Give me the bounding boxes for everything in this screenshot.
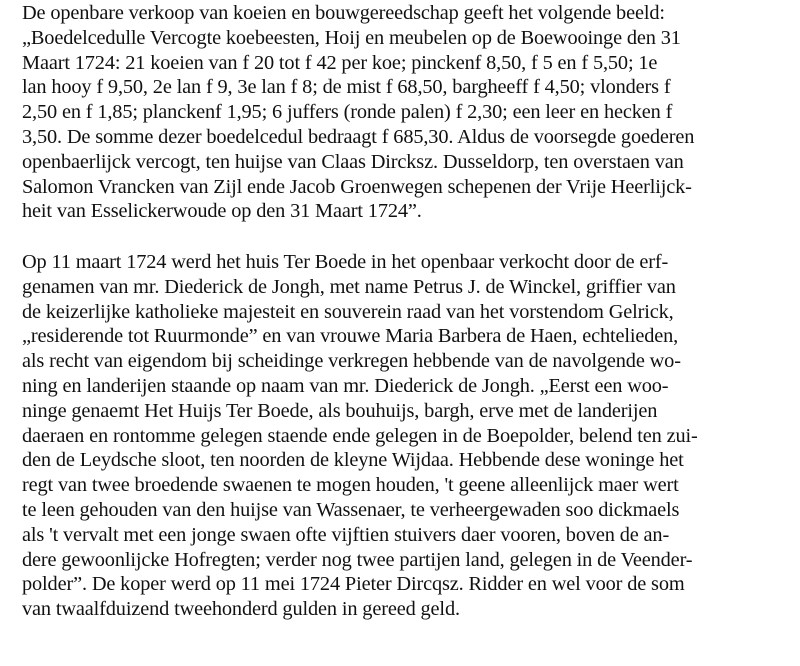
text-line: polder”. De koper werd op 11 mei 1724 Pieter Dircqsz. Ridder en wel voor de som: [22, 573, 685, 596]
text-line: dere gewoonlijcke Hofregten; verder nog twee partijen land, gelegen in de Veender-: [22, 548, 693, 571]
text-line: „Boedelcedulle Vercogte koebeesten, Hoij en meubelen op de Boewooinge den 31: [22, 26, 681, 49]
text-line: 2,50 en f 1,85; planckenf 1,95; 6 juffers (ronde palen) f 2,30; een leer en hecken f: [22, 101, 673, 124]
text-line: genamen van mr. Diederick de Jongh, met name Petrus J. de Winckel, griffier van: [22, 275, 676, 298]
text-line: te leen gehouden van den huijse van Wassenaer, te verheergewaden soo dickmaels: [22, 498, 680, 521]
text-line: ning en landerijen staande op naam van mr. Diederick de Jongh. „Eerst een woo-: [22, 374, 669, 397]
text-line: openbaerlijck vercogt, ten huijse van Claas Dircksz. Dusseldorp, ten overstaen van: [22, 150, 684, 173]
text-line: van twaalfduizend tweehonderd gulden in gereed geld.: [22, 598, 460, 621]
text-line: „residerende tot Ruurmonde” en van vrouwe Maria Barbera de Haen, echtelieden,: [22, 325, 679, 348]
text-line: als recht van eigendom bij scheidinge verkregen hebbende van de navolgende wo-: [22, 350, 681, 373]
text-line: regt van twee broedende swaenen te mogen houden, 't geene alleenlijck maer wert: [22, 474, 679, 497]
text-line: ninge genaemt Het Huijs Ter Boede, als bouhuijs, bargh, erve met de landerijen: [22, 399, 658, 422]
text-line: De openbare verkoop van koeien en bouwgereedschap geeft het volgende beeld:: [22, 2, 665, 24]
paragraph-auction-livestock: [22, 1, 792, 224]
text-line: 3,50. De somme dezer boedelcedul bedraagt f 685,30. Aldus de voorsegde goederen: [22, 125, 695, 148]
text-line: Salomon Vrancken van Zijl ende Jacob Groenwegen schepenen der Vrije Heerlijck-: [22, 175, 692, 198]
text-line: den de Leydsche sloot, ten noorden de kleyne Wijdaa. Hebbende dese woninge het: [22, 449, 684, 472]
paragraph-house-sale: [22, 250, 792, 622]
text-line: de keizerlijke katholieke majesteit en souverein raad van het vorstendom Gelrick,: [22, 300, 674, 323]
text-line: als 't vervalt met een jonge swaen ofte vijftien stuivers daer vooren, boven de an-: [22, 523, 670, 546]
text-line: daeraen en rontomme gelegen staende ende gelegen in de Boepolder, belend ten zui-: [22, 424, 698, 447]
text-line: Op 11 maart 1724 werd het huis Ter Boede in het openbaar verkocht door de erf-: [22, 251, 669, 273]
text-line: heit van Esselickerwoude op den 31 Maart 1724”.: [22, 200, 422, 223]
text-line: Maart 1724: 21 koeien van f 20 tot f 42 per koe; pinckenf 8,50, f 5 en f 5,50; 1e: [22, 51, 658, 74]
text-line: lan hooy f 9,50, 2e lan f 9, 3e lan f 8; de mist f 68,50, bargheeff f 4,50; vlonders f: [22, 76, 671, 99]
